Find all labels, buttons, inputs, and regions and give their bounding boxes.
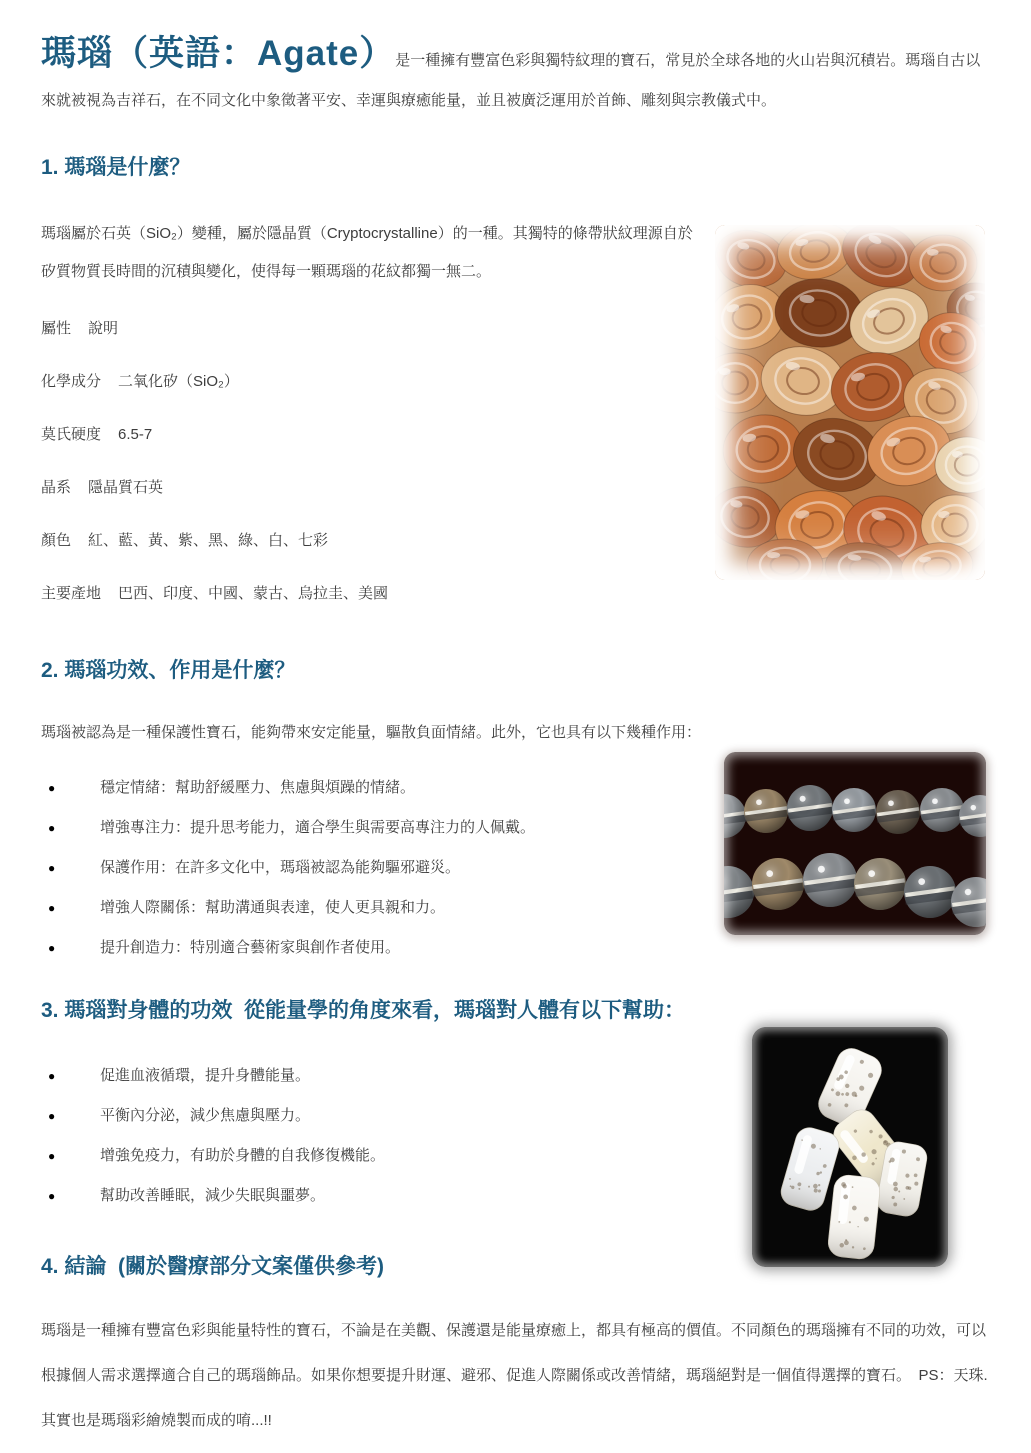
bullet-icon: ● xyxy=(48,861,56,875)
spec-label: 莫氏硬度 xyxy=(41,426,102,443)
body-benefits-list xyxy=(41,1064,701,1208)
page-title: 瑪瑙（英語：Agate） xyxy=(41,34,396,73)
bullet-text: 平衡內分泌，減少焦慮與壓力。 xyxy=(100,1107,311,1124)
spec-value: 二氧化矽（SiO₂） xyxy=(118,373,239,390)
section-4-heading: 4. 結論 (關於醫療部分文案僅供參考) xyxy=(41,1255,385,1278)
effects-list xyxy=(41,776,701,960)
intro-paragraph xyxy=(41,34,990,121)
spec-label: 晶系 xyxy=(41,479,72,496)
section-1-heading: 1. 瑪瑙是什麼？ xyxy=(41,156,191,179)
bullet-text: 提升創造力：特別適合藝術家與創作者使用。 xyxy=(100,939,401,956)
bullet-icon: ● xyxy=(48,1069,56,1083)
bullet-text: 幫助改善睡眠，減少失眠與噩夢。 xyxy=(100,1187,326,1204)
spec-label: 顏色 xyxy=(41,532,72,549)
spec-label: 主要產地 xyxy=(41,585,102,602)
white-agate-beads-photo xyxy=(752,1027,948,1267)
list-item xyxy=(41,856,701,880)
list-item xyxy=(41,1064,701,1088)
bullet-text: 增強專注力：提升思考能力，適合學生與需要高專注力的人佩戴。 xyxy=(100,819,536,836)
section-1-paragraph: 瑪瑙屬於石英（SiO₂）變種，屬於隱晶質（Cryptocrystalline）的一種。其獨特的條帶狀紋理源自於矽質物質長時間的沉積與變化，使得每一顆瑪瑙的花紋都獨一無二。 xyxy=(41,225,693,280)
bullet-text: 保護作用：在許多文化中，瑪瑙被認為能夠驅邪避災。 xyxy=(100,859,461,876)
bullet-icon: ● xyxy=(48,821,56,835)
section-3-heading: 3. 瑪瑙對身體的功效 從能量學的角度來看，瑪瑙對人體有以下幫助： xyxy=(41,999,686,1022)
bullet-icon: ● xyxy=(48,1149,56,1163)
bullet-icon: ● xyxy=(48,1109,56,1123)
spec-row-origin xyxy=(41,582,990,606)
section-2-paragraph: 瑪瑙被認為是一種保護性寶石，能夠帶來安定能量，驅散負面情緒。此外，它也具有以下幾種作用： xyxy=(41,724,702,741)
list-item xyxy=(41,936,701,960)
list-item xyxy=(41,1104,701,1128)
bullet-icon: ● xyxy=(48,781,56,795)
bullet-text: 增強人際關係：幫助溝通與表達，使人更具親和力。 xyxy=(100,899,446,916)
list-item xyxy=(41,896,701,920)
list-item xyxy=(41,816,701,840)
conclusion-paragraph: 瑪瑙是一種擁有豐富色彩與能量特性的寶石，不論是在美觀、保護還是能量療癒上，都具有極高的價值。不同顏色的瑪瑙擁有不同的功效，可以根據個人需求選擇適合自己的瑪瑙飾品。如果你想要提升財運、避邪、促進人際關係或改善情緒，瑪瑙絕對是一個值得選擇的寶石。 PS：天珠.其實也是瑪瑙彩繪燒製而成的唷...!! xyxy=(41,1322,988,1429)
section-2-heading: 2. 瑪瑙功效、作用是什麼？ xyxy=(41,659,296,682)
spec-value: 巴西、印度、中國、蒙古、烏拉圭、美國 xyxy=(118,585,389,602)
spec-label: 屬性 xyxy=(41,320,72,337)
bullet-icon: ● xyxy=(48,1189,56,1203)
spec-value: 紅、藍、黃、紫、黑、綠、白、七彩 xyxy=(88,532,329,549)
bullet-text: 促進血液循環，提升身體能量。 xyxy=(100,1067,311,1084)
list-item xyxy=(41,1144,701,1168)
spec-value: 6.5-7 xyxy=(118,426,153,443)
bullet-icon: ● xyxy=(48,901,56,915)
bullet-icon: ● xyxy=(48,941,56,955)
spec-value: 說明 xyxy=(88,320,119,337)
spec-value: 隱晶質石英 xyxy=(88,479,164,496)
list-item xyxy=(41,776,701,800)
agate-stones-photo xyxy=(715,225,985,580)
bullet-text: 穩定情緒：幫助舒緩壓力、焦慮與煩躁的情緒。 xyxy=(100,779,416,796)
spec-label: 化學成分 xyxy=(41,373,102,390)
list-item xyxy=(41,1184,701,1208)
bullet-text: 增強免疫力，有助於身體的自我修復機能。 xyxy=(100,1147,386,1164)
agate-bead-strands-photo xyxy=(724,752,986,935)
intro-text: 是一種擁有豐富色彩與獨特紋理的寶石，常見於全球各地的火山岩與沉積岩。瑪瑙自古以來就被視為吉祥石，在不同文化中象徵著平安、幸運與療癒能量，並且被廣泛運用於首飾、雕刻與宗教儀式中。 xyxy=(41,52,981,109)
